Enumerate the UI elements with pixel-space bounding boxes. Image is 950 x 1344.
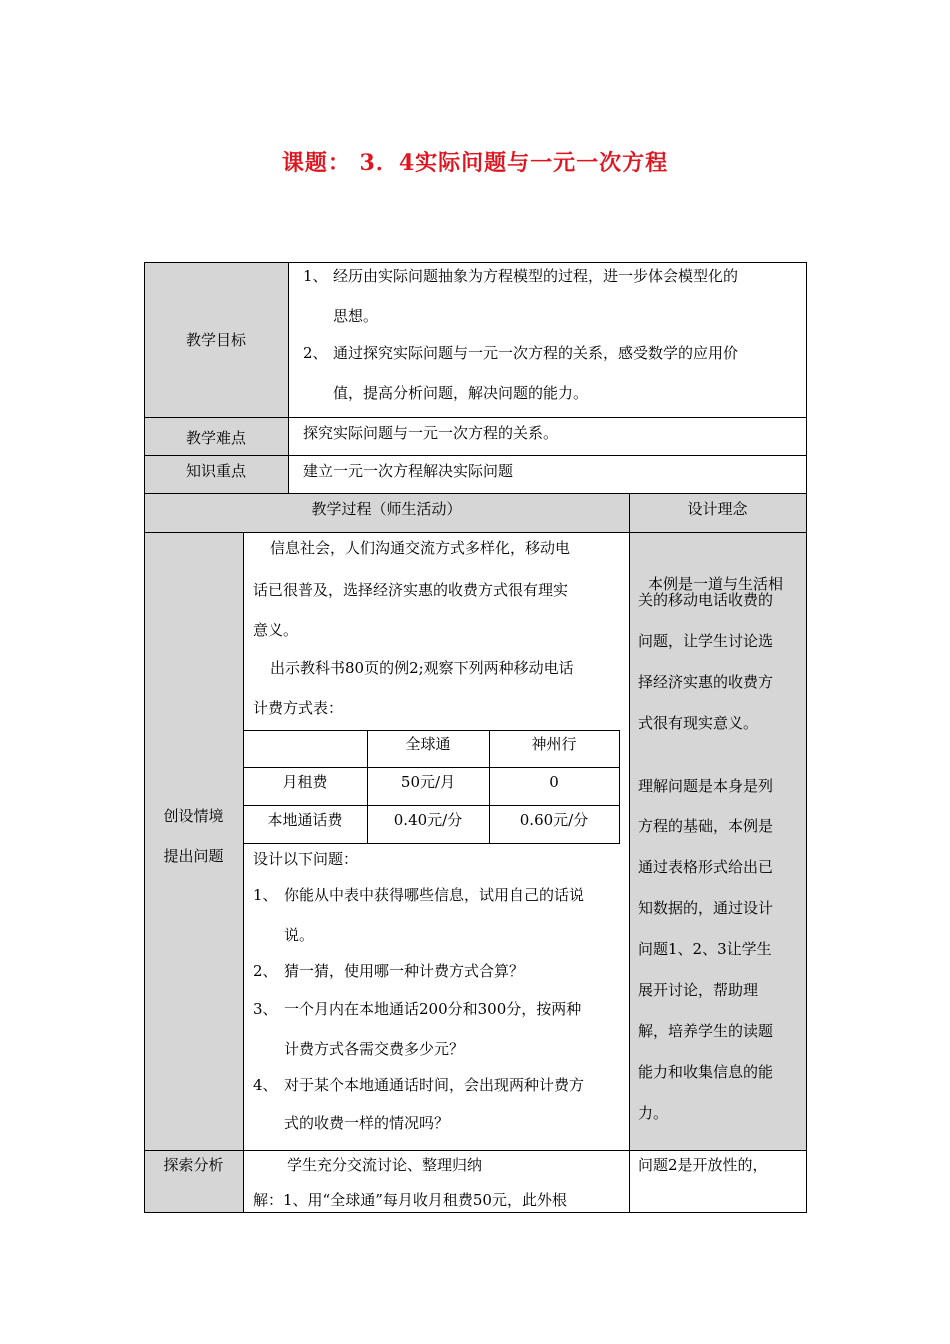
fee-table-line: [619, 730, 620, 844]
difficulty-text: 探究实际问题与一元一次方程的关系。: [303, 424, 559, 442]
table-line: [144, 493, 807, 494]
design-text-b-7: 解，培养学生的读题: [638, 1022, 774, 1040]
table-line: [629, 493, 630, 1213]
fee-table-header-quanqiutong: 全球通: [405, 735, 451, 753]
objective-1-line1: 经历由实际问题抽象为方程模型的过程，进一步体会模型化的: [333, 267, 739, 285]
page-title: 课题： 3．4实际问题与一元一次方程: [281, 150, 669, 176]
section1-label-line2: 提出问题: [163, 847, 224, 865]
design-text-b-6: 展开讨论，帮助理: [638, 981, 759, 999]
fee-table-cell: 本地通话费: [267, 811, 343, 829]
section1-design-cell: [629, 532, 806, 1150]
question-2-line1: 猜一猜，使用哪一种计费方式合算？: [284, 962, 525, 980]
keypoint-text: 建立一元一次方程解决实际问题: [303, 462, 514, 480]
design-text-a-5: 式很有现实意义。: [638, 714, 759, 732]
questions-intro: 设计以下问题：: [253, 850, 359, 868]
fee-table-line: [243, 843, 620, 844]
objective-2-number: 2、: [303, 344, 328, 362]
design-text-a-4: 择经济实惠的收费方: [638, 673, 774, 691]
question-4-line2: 式的收费一样的情况吗？: [284, 1114, 450, 1132]
table-line: [144, 455, 807, 456]
objectives-label: 教学目标: [185, 331, 246, 349]
question-3-line1: 一个月内在本地通话200分和300分，按两种: [284, 1000, 582, 1018]
fee-table-cell: 50元/月: [400, 773, 456, 791]
section2-design: 问题2是开放性的，: [638, 1156, 768, 1174]
question-1-line1: 你能从中表中获得哪些信息，试用自己的话说: [284, 886, 585, 904]
example-line-2: 计费方式表：: [253, 699, 344, 717]
section1-label-line1: 创设情境: [163, 807, 224, 825]
objective-2-line2: 值，提高分析问题，解决问题的能力。: [333, 384, 589, 402]
design-text-b-4: 知数据的，通过设计: [638, 899, 774, 917]
intro-line-3: 意义。: [253, 621, 299, 639]
table-line: [144, 262, 807, 263]
design-text-a-2: 关的移动电话收费的: [638, 591, 774, 609]
intro-line-2: 话已很普及，选择经济实惠的收费方式很有理实: [253, 581, 569, 599]
table-line: [288, 262, 289, 493]
section2-line2: 解：1、用“全球通”每月收月租费50元，此外根: [253, 1191, 567, 1209]
section1-label-cell: [144, 532, 243, 1150]
process-header-left: 教学过程（师生活动）: [311, 500, 462, 518]
fee-table-cell: 0.60元/分: [519, 811, 589, 829]
objective-1-line2: 思想。: [333, 307, 379, 325]
difficulty-label: 教学难点: [185, 429, 246, 447]
design-text-b-8: 能力和收集信息的能: [638, 1063, 774, 1081]
fee-table-line: [243, 767, 620, 768]
design-text-b-1: 理解问题是本身是列: [638, 777, 774, 795]
fee-table-cell: 0: [549, 773, 559, 791]
question-1-line2: 说。: [284, 926, 315, 944]
table-line: [144, 417, 807, 418]
fee-table-cell: 月租费: [282, 773, 328, 791]
question-3-number: 3、: [253, 1000, 278, 1018]
question-4-line1: 对于某个本地通通话时间，会出现两种计费方: [284, 1076, 585, 1094]
question-1-number: 1、: [253, 886, 278, 904]
design-text-b-9: 力。: [638, 1104, 669, 1122]
intro-line-1: 信息社会，人们沟通交流方式多样化，移动电: [270, 539, 571, 557]
design-text-a-1: 本例是一道与生活相: [648, 575, 784, 593]
fee-table-line: [243, 805, 620, 806]
question-3-line2: 计费方式各需交费多少元？: [284, 1040, 465, 1058]
table-line: [243, 532, 244, 1213]
process-header-right: 设计理念: [687, 500, 748, 518]
question-4-number: 4、: [253, 1076, 278, 1094]
section2-line1: 学生充分交流讨论、整理归纳: [287, 1156, 483, 1174]
objective-1-number: 1、: [303, 267, 328, 285]
example-line-1: 出示教科书80页的例2;观察下列两种移动电话: [270, 659, 574, 677]
fee-table-line: [243, 730, 620, 731]
design-text-b-5: 问题1、2、3让学生: [638, 940, 772, 958]
section2-label: 探索分析: [163, 1156, 224, 1174]
design-text-b-2: 方程的基础，本例是: [638, 817, 774, 835]
keypoint-label: 知识重点: [185, 462, 246, 480]
table-line: [144, 262, 145, 1213]
fee-table-header-shenzhouxing: 神州行: [531, 735, 577, 753]
question-2-number: 2、: [253, 962, 278, 980]
table-line: [806, 262, 807, 1213]
objective-2-line1: 通过探究实际问题与一元一次方程的关系，感受数学的应用价: [333, 344, 739, 362]
design-text-a-3: 问题，让学生讨论选: [638, 632, 774, 650]
design-text-b-3: 通过表格形式给出已: [638, 858, 774, 876]
fee-table-cell: 0.40元/分: [393, 811, 463, 829]
